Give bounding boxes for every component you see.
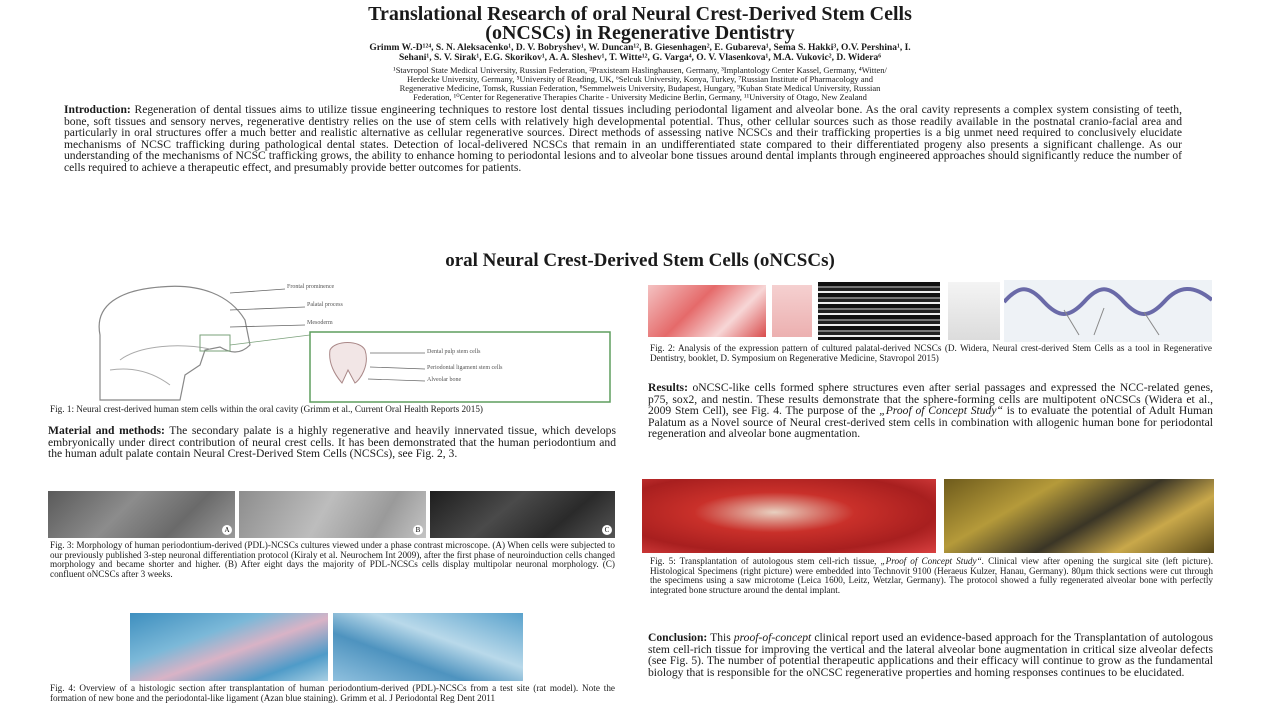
conclusion-text-b: clinical report used an evidence-based approach for the Transplantation of autologous stem cell-rich tissue for improving the vertical and the lateral alveolar bone augmentation in critical size alveolar defects (see Fig. 5). The number of potential therapeutic applications and their efficacy will continue to grow as the fundamental biology that is responsible for the oNCSC regenerative properties and homing responses continues to be elucidated. (648, 632, 1213, 679)
figure-3c-micrograph (430, 491, 615, 538)
introduction-paragraph (64, 104, 1182, 246)
results-text-b: is to evaluate the potential of Adult Human Palatum as a Novel source of Neural crest-derived stem cells in combination with allogenic human bone for periodontal regeneration and alveolar bone augmentation. (648, 404, 1213, 441)
conclusion-text-a: This (710, 632, 731, 644)
figure-2-caption: Fig. 2: Analysis of the expression pattern of cultured palatal-derived NCSCs (D. Widera, Neural crest-derived Stem Cells as a tool in Regenerative Dentistry, booklet, D. Symposium on Regenerative Medicine, Stavropol 2015) (650, 344, 1212, 363)
figure-5-caption (650, 557, 1213, 629)
section-title: oral Neural Crest-Derived Stem Cells (oNCSCs) (445, 250, 835, 271)
methods-text: The secondary palate is a highly regenerative and heavily innervated tissue, which develops embryonically under direct contribution of neural crest cells. It has been demonstrated that the human periodontium and the human adult palate contain Neural Crest-Derived Stem Cells (NCSCs), see Fig. 2, 3. (48, 425, 616, 461)
conclusion-italic: proof-of-concept (733, 632, 812, 644)
figure-3c-label: C (602, 525, 612, 535)
figure-3b-label: B (413, 525, 423, 535)
figure-2-chart-image (948, 282, 1000, 340)
figure-1-anatomy (80, 275, 615, 403)
fig1-label-mesoderm: Mesoderm (307, 320, 333, 326)
fig1-label-bone: Alveolar bone (427, 377, 462, 383)
figure-1-caption: Fig. 1: Neural crest-derived human stem cells within the oral cavity (Grimm et al., Current Oral Health Reports 2015) (50, 405, 483, 414)
authors-line2: Sehani¹, S. V. Sirak¹, E.G. Skorikov¹, A. A. Sleshev¹, T. Witte¹², G. Varga⁴, O. V. Vlasenkova¹, M.A. Vukovic², D. Widera⁶ (398, 53, 882, 63)
figure-3a-micrograph (48, 491, 235, 538)
figure-3a-label: A (222, 525, 232, 535)
figure-2-diagram (1004, 280, 1212, 342)
figure-2-wave-diagram (1004, 280, 1212, 342)
conclusion-label: Conclusion: (648, 632, 708, 644)
authors-line1: Grimm W.-D¹²⁴, S. N. Aleksacenko¹, D. V. Bobryshev¹, W. Duncan¹², B. Giesenhagen², E. Gubareva¹, Sema S. Hakki³, O.V. Pershina¹, I. (369, 43, 911, 53)
figure-4b-histology (333, 613, 523, 681)
affiliations-line2: Herdecke University, Germany, ⁵University of Reading, UK, ⁶Selcuk University, Konya, Turkey, ⁷Russian Institute of Pharmacology and (406, 74, 874, 84)
figure-5-caption-a: Fig. 5: Transplantation of autologous stem cell-rich tissue, (650, 557, 877, 566)
fig1-label-frontal: Frontal prominence (287, 284, 335, 290)
poster-title-line2: (oNCSCs) in Regenerative Dentistry (485, 22, 795, 44)
results-paragraph (648, 382, 1213, 475)
methods-label: Material and methods: (48, 425, 165, 437)
affiliations-line4: Federation, ¹⁰Center for Regenerative Therapies Charite - University Medicine Berlin, Germany, ¹¹University of Otago, New Zealand (413, 92, 867, 102)
methods-paragraph (48, 425, 616, 487)
fig1-label-palatal: Palatal process (307, 302, 343, 308)
results-italic: „Proof of Concept Study“ (879, 404, 1003, 418)
figure-5-clinical-photo (642, 479, 936, 553)
figure-5-histology-photo (944, 479, 1214, 553)
introduction-label: Introduction: (64, 104, 131, 116)
figure-2-gel-image (818, 282, 940, 340)
figure-3b-micrograph (239, 491, 426, 538)
figure-3-caption: Fig. 3: Morphology of human periodontium-derived (PDL)-NCSCs cultures viewed under a phase contrast microscope. (A) When cells were subjected to our previously published 3-step neuronal differentiation protocol (Kiraly et al. Neurochem Int 2009), after the first phase of neuroinduction cells changed morphology and became shorter and higher. (B) After eight days the majority of PDL-NCSCs cells display multipolar neuronal morphology. (C) confluent oNCSCs after 3 weeks. (50, 541, 615, 579)
poster-title-line1: Translational Research of oral Neural Crest-Derived Stem Cells (368, 3, 912, 25)
conclusion-paragraph (648, 632, 1213, 720)
fig1-label-pulp: Dental pulp stem cells (427, 349, 481, 355)
figure-5-caption-italic: „Proof of Concept Study“. (880, 557, 984, 566)
figure-4a-histology (130, 613, 328, 681)
fig1-label-pdl: Periodontal ligament stem cells (427, 365, 503, 371)
results-text-a: oNCSC-like cells formed sphere structures even after serial passages and expressed the NCC-related genes, p75, sox2, and nestin. These results demonstrate that the sphere-forming cells are multipotent oNCSCs (Widera et al., 2009 Stem Cell), see Fig. 4. The purpose of the (648, 382, 1213, 418)
results-label: Results: (648, 382, 688, 394)
figure-5-caption-b: Clinical view after opening the surgical site (left picture). Histological Specimens (right picture) were embedded into Technovit 9100 (Heraeus Kulzer, Hanau, Germany). 80µm thick sections were cut through the specimens using a saw microtome (Leica 1600, Leitz, Wetzlar, Germany). The protocol showed a fully regenerated alveolar bone with perfectly integrated bone structure around the dental implant. (650, 557, 1213, 595)
affiliations-line3: Regenerative Medicine, Tomsk, Russian Federation, ⁸Semmelweis University, Budapest, Hungary, ⁹Kuban State Medical University, Russian (399, 83, 881, 93)
figure-4-caption: Fig. 4: Overview of a histologic section after transplantation of human periodontium-derived (PDL)-NCSCs from a test site (rat model). Note the formation of new bone and the periodontal-like ligament (Azan blue staining). Grimm et al. J Periodontal Reg Dent 2011 (50, 684, 615, 703)
anatomy-drawing (80, 275, 615, 403)
figure-2-inset-image (772, 285, 812, 337)
affiliations-line1: ¹Stavropol State Medical University, Russian Federation, ²Praxisteam Haslinghausen, Germany, ³Implantology Center Kassel, Germany, ⁴Witten/ (393, 65, 887, 75)
figure-2-sphere-image (648, 285, 766, 337)
introduction-text: Regeneration of dental tissues aims to utilize tissue engineering techniques to restore lost dental tissues including periodontal ligament and alveolar bone. As the oral cavity represents a complex system consisting of teeth, bone, soft tissues and sensory nerves, regenerative dentistry relies on the use of stem cells with relatively high developmental potential. Thus, other cellular sources such as those readily available in the postnatal cranio-facial area and particularly in oral structures offer a much better and realistic alternative as cellular regenerative sources. Direct methods of assessing native NCSCs and their trafficking properties is a big unmet need required to conclusively elucidate mechanisms of NCSC trafficking during pathological dental states. Detection of local-delivered NCSCs that remain in an undifferentiated state compared to their differentiated progeny also presents a significant challenge. As our understanding of the mechanisms of NCSC trafficking grows, the ability to enhance homing to periodontal lesions and to alveolar bone tissues around dental implants through engineered approaches should significantly reduce the number of cells required to achieve a therapeutic effect, and presumably provide better outcomes for patients. (64, 104, 1182, 174)
